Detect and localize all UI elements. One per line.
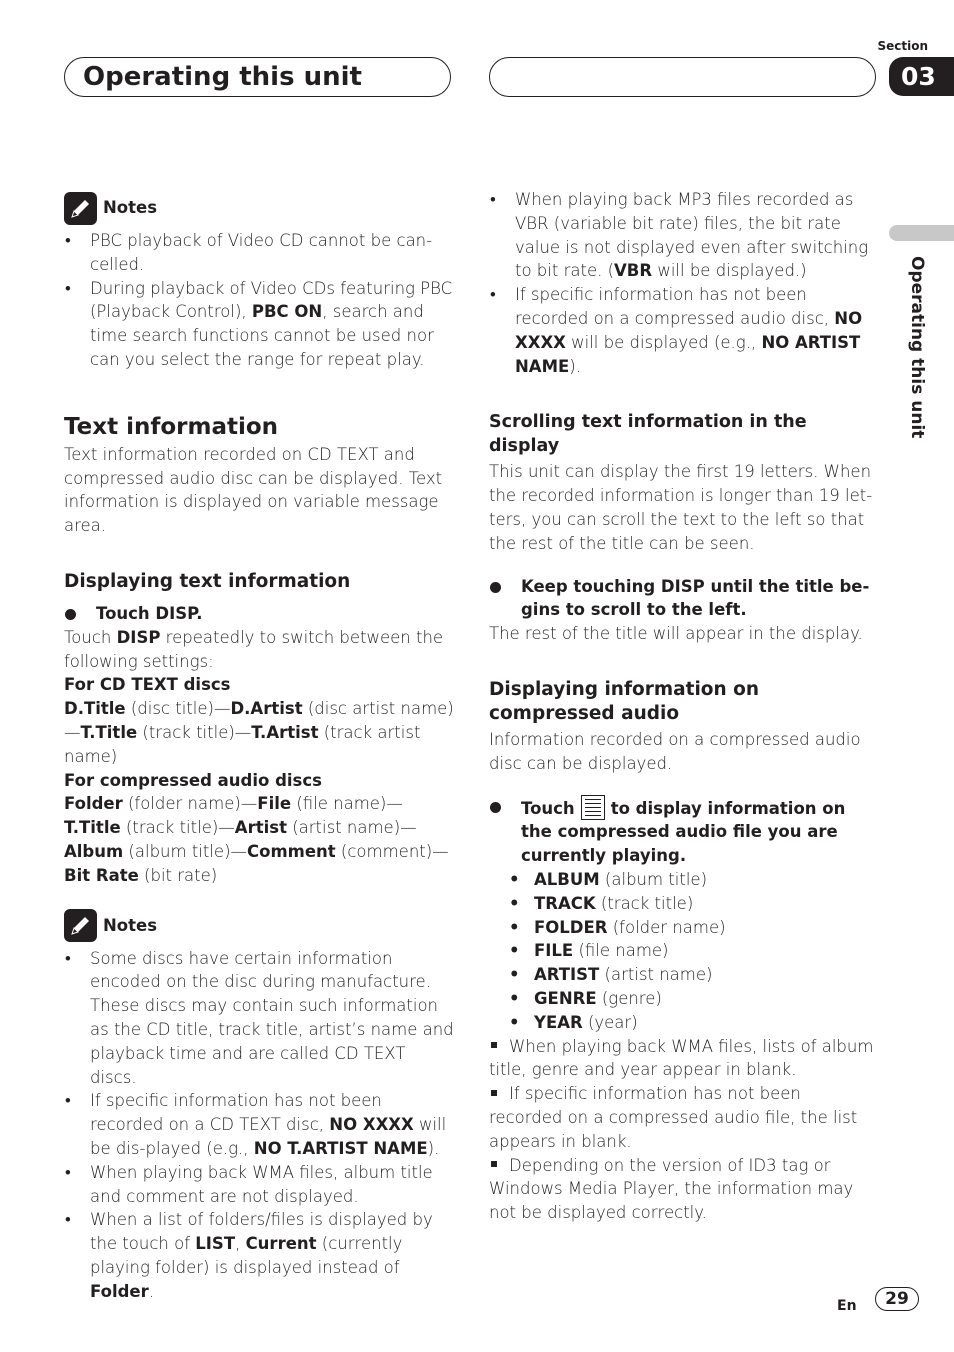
list-item: • Some discs have certain information encoded on the disc during manufacture. These discs may contain such information as the CD title, track title, artist’s name and playback time and are called CD TEXT discs. (64, 947, 454, 1090)
list-item: • If specific information has not been recorded on a CD TEXT disc, NO XXXX will be dis-played (e.g., NO T.ARTIST NAME). (64, 1089, 454, 1160)
side-tab-marker (889, 225, 954, 241)
compressed-sequence: Folder (folder name)—File (file name)— T.Title (track title)—Artist (artist name)— Album (album title)—Comment (comment)— Bit Rate (bit rate) (64, 794, 449, 885)
list-item: • During playback of Video CDs featuring PBC (Playback Control), PBC ON, search and time search functions cannot be used nor can you select the range for repeat play. (64, 277, 454, 372)
subheading-displaying-text: Displaying text information (64, 570, 351, 592)
cd-text-heading: For CD TEXT discs (64, 675, 231, 695)
side-tab-text: Operating this unit (907, 256, 927, 439)
list-item: • When playing back WMA files, album title and comment are not displayed. (64, 1161, 454, 1209)
notes-list-2 (64, 947, 454, 1304)
list-item: • FOLDER (folder name) (489, 916, 879, 940)
square-note: When playing back WMA files, lists of album title, genre and year appear in blank. (489, 1035, 879, 1083)
list-item: • ALBUM (album title) (489, 868, 879, 892)
cd-text-sequence: D.Title (disc title)—D.Artist (disc artist name) —T.Title (track title)—T.Artist (track artist name) (64, 699, 454, 766)
right-column (489, 188, 879, 1225)
square-note: Depending on the version of ID3 tag or Windows Media Player, the information may not be displayed correctly. (489, 1154, 879, 1225)
paragraph: Text information recorded on CD TEXT and compressed audio disc can be displayed. Text information is displayed on variable message area. (64, 444, 443, 536)
tag-list (489, 868, 879, 1035)
list-item: • When playing back MP3 files recorded as VBR (variable bit rate) files, the bit rate value is not displayed even after switching to bit rate. (VBR will be displayed.) (489, 188, 879, 283)
page-number: 29 (875, 1287, 919, 1311)
section-number: 03 (889, 57, 954, 96)
notes-heading-2 (64, 909, 454, 943)
compressed-heading: For compressed audio discs (64, 770, 322, 790)
notes-list-1 (64, 229, 454, 372)
bullets-top (489, 188, 879, 378)
step-touch-list: Touch to display information on the compressed audio file you are currently playing. (489, 795, 879, 868)
step-touch-disp: Touch DISP. (64, 602, 454, 626)
paragraph: This unit can display the first 19 letters. When the recorded information is longer than 19 let-ters, you can scroll the text to the left so that the rest of the title can be seen. (489, 462, 873, 553)
paragraph: Information recorded on a compressed audio disc can be displayed. (489, 729, 861, 773)
paragraph: The rest of the title will appear in the display. (489, 624, 863, 644)
section-heading-text-information: Text information (64, 413, 279, 440)
step-keep-touching: Keep touching DISP until the title be-gins to scroll to the left. (489, 575, 879, 623)
list-item: • ARTIST (artist name) (489, 963, 879, 987)
list-item: • PBC playback of Video CD cannot be can-celled. (64, 229, 454, 277)
list-item: • TRACK (track title) (489, 892, 879, 916)
pencil-icon (64, 192, 97, 225)
pencil-icon (64, 909, 97, 942)
square-note: If specific information has not been recorded on a compressed audio file, the list appears in blank. (489, 1082, 879, 1153)
page-title: Operating this unit (83, 62, 362, 92)
section-label: Section (877, 39, 928, 53)
language-label: En (837, 1298, 857, 1314)
subheading-scrolling: Scrolling text information in the display (489, 412, 807, 457)
list-item: • YEAR (year) (489, 1011, 879, 1035)
header-title-box (64, 57, 451, 97)
list-item: • When a list of folders/files is displayed by the touch of LIST, Current (currently playing folder) is displayed instead of Folder. (64, 1208, 454, 1303)
list-item: • FILE (file name) (489, 939, 879, 963)
notes-heading-1 (64, 191, 454, 225)
notes-label: Notes (103, 915, 158, 935)
list-item: • GENRE (genre) (489, 987, 879, 1011)
paragraph: Touch DISP repeatedly to switch between the following settings: (64, 627, 444, 671)
left-column (64, 191, 454, 1303)
list-icon (581, 795, 605, 820)
header-empty-box (489, 57, 876, 97)
list-item: • If specific information has not been recorded on a compressed audio disc, NO XXXX will be displayed (e.g., NO ARTIST NAME). (489, 283, 879, 378)
notes-label: Notes (103, 198, 158, 218)
subheading-compressed-info: Displaying information on compressed audio (489, 678, 760, 724)
